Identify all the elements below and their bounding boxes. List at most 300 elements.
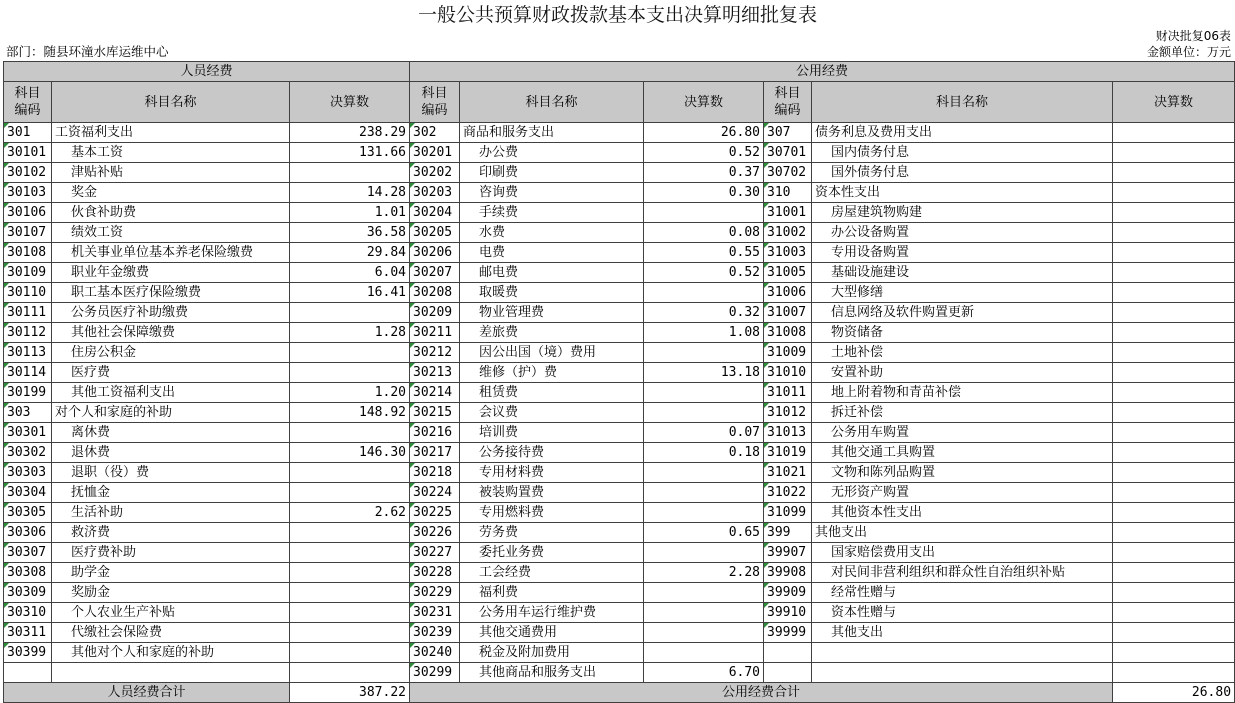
table-row	[4, 403, 1235, 423]
personnel-name-text: 其他对个人和家庭的补助	[71, 645, 215, 660]
public-mid-name-text: 被装购置费	[479, 485, 545, 500]
public-right-name-cell	[812, 643, 1113, 663]
public-right-code-cell: 307	[764, 123, 812, 143]
personnel-name-text: 基本工资	[71, 145, 124, 160]
personnel-amount-cell	[290, 163, 410, 183]
public-right-amount-cell	[1113, 383, 1235, 403]
public-right-name-text: 大型修缮	[831, 285, 884, 300]
personnel-name-cell	[52, 243, 290, 263]
public-mid-name-cell	[460, 123, 644, 143]
public-right-name-text: 国家赔偿费用支出	[831, 545, 936, 560]
public-right-code-cell: 30702	[764, 163, 812, 183]
personnel-name-text: 救济费	[71, 525, 111, 540]
personnel-amount-cell	[290, 343, 410, 363]
public-mid-amount-cell	[644, 583, 764, 603]
table-row	[4, 523, 1235, 543]
personnel-name-cell	[52, 323, 290, 343]
public-mid-name-cell	[460, 363, 644, 383]
public-right-name-cell	[812, 443, 1113, 463]
public-mid-name-cell	[460, 203, 644, 223]
public-mid-code-cell: 30226	[410, 523, 460, 543]
public-right-name-text: 房屋建筑物购建	[831, 205, 923, 220]
personnel-name-cell	[52, 143, 290, 163]
public-right-amount-cell	[1113, 263, 1235, 283]
public-right-code-cell: 30701	[764, 143, 812, 163]
public-right-amount-cell	[1113, 343, 1235, 363]
personnel-code-cell: 30306	[4, 523, 52, 543]
personnel-amount-cell: 1.20	[290, 383, 410, 403]
personnel-name-text: 助学金	[71, 565, 111, 580]
name-column-header: 科目名称	[52, 82, 290, 123]
public-mid-name-cell	[460, 383, 644, 403]
public-mid-amount-cell	[644, 483, 764, 503]
public-mid-amount-cell: 0.52	[644, 263, 764, 283]
public-mid-code-cell: 30224	[410, 483, 460, 503]
personnel-amount-cell	[290, 483, 410, 503]
public-mid-code-cell: 30201	[410, 143, 460, 163]
public-mid-code-cell: 30202	[410, 163, 460, 183]
personnel-code-cell: 303	[4, 403, 52, 423]
public-right-amount-cell	[1113, 463, 1235, 483]
table-row	[4, 143, 1235, 163]
public-mid-name-text: 电费	[479, 245, 506, 260]
personnel-name-text: 津贴补贴	[71, 165, 124, 180]
code-column-header	[764, 82, 812, 123]
public-right-code-cell: 310	[764, 183, 812, 203]
public-right-name-text: 债务利息及费用支出	[815, 125, 933, 140]
public-right-code-cell	[764, 663, 812, 683]
personnel-amount-cell	[290, 583, 410, 603]
public-right-name-cell	[812, 203, 1113, 223]
public-mid-name-cell	[460, 223, 644, 243]
public-mid-name-cell	[460, 523, 644, 543]
public-right-name-text: 资本性支出	[815, 185, 881, 200]
public-right-name-cell	[812, 363, 1113, 383]
public-mid-name-cell	[460, 183, 644, 203]
personnel-name-text: 个人农业生产补贴	[71, 605, 176, 620]
public-right-name-text: 无形资产购置	[831, 485, 910, 500]
personnel-amount-cell: 148.92	[290, 403, 410, 423]
table-row	[4, 383, 1235, 403]
code-column-header	[4, 82, 52, 123]
public-right-name-text: 办公设备购置	[831, 225, 910, 240]
name-column-header: 科目名称	[812, 82, 1113, 123]
public-right-name-cell	[812, 563, 1113, 583]
personnel-amount-cell	[290, 463, 410, 483]
public-right-name-text: 土地补偿	[831, 345, 884, 360]
personnel-name-cell	[52, 503, 290, 523]
personnel-code-cell: 30102	[4, 163, 52, 183]
public-mid-amount-cell	[644, 623, 764, 643]
table-row	[4, 643, 1235, 663]
public-right-name-cell	[812, 423, 1113, 443]
public-right-name-text: 文物和陈列品购置	[831, 465, 936, 480]
public-right-amount-cell	[1113, 283, 1235, 303]
public-mid-name-cell	[460, 623, 644, 643]
personnel-amount-cell: 14.28	[290, 183, 410, 203]
personnel-name-cell	[52, 643, 290, 663]
public-group-header: 公用经费	[410, 62, 1235, 82]
public-mid-amount-cell: 0.37	[644, 163, 764, 183]
public-right-code-cell: 31003	[764, 243, 812, 263]
public-mid-code-cell: 30218	[410, 463, 460, 483]
public-right-name-cell	[812, 143, 1113, 163]
public-right-code-cell: 31022	[764, 483, 812, 503]
personnel-code-cell: 30106	[4, 203, 52, 223]
personnel-name-text: 伙食补助费	[71, 205, 137, 220]
public-mid-amount-cell	[644, 383, 764, 403]
public-mid-name-cell	[460, 243, 644, 263]
personnel-name-cell	[52, 423, 290, 443]
public-right-name-text: 基础设施建设	[831, 265, 910, 280]
public-mid-name-cell	[460, 283, 644, 303]
personnel-amount-cell	[290, 423, 410, 443]
public-mid-name-text: 商品和服务支出	[463, 125, 555, 140]
public-right-amount-cell	[1113, 223, 1235, 243]
personnel-name-cell	[52, 123, 290, 143]
code-header-text: 科目 编码	[421, 86, 448, 118]
public-right-amount-cell	[1113, 643, 1235, 663]
public-right-code-cell: 31013	[764, 423, 812, 443]
personnel-code-cell: 30307	[4, 543, 52, 563]
personnel-code-cell: 30112	[4, 323, 52, 343]
table-row	[4, 563, 1235, 583]
personnel-amount-cell: 1.28	[290, 323, 410, 343]
public-mid-code-cell: 30299	[410, 663, 460, 683]
public-mid-code-cell: 30225	[410, 503, 460, 523]
table-row	[4, 263, 1235, 283]
table-row	[4, 163, 1235, 183]
name-column-header: 科目名称	[460, 82, 644, 123]
public-right-amount-cell	[1113, 503, 1235, 523]
public-mid-name-cell	[460, 343, 644, 363]
public-mid-name-text: 维修（护）费	[479, 365, 558, 380]
public-mid-amount-cell: 0.65	[644, 523, 764, 543]
public-mid-amount-cell: 13.18	[644, 363, 764, 383]
personnel-amount-cell	[290, 623, 410, 643]
personnel-code-cell: 30108	[4, 243, 52, 263]
public-mid-code-cell: 30208	[410, 283, 460, 303]
personnel-name-cell	[52, 443, 290, 463]
public-mid-code-cell: 30203	[410, 183, 460, 203]
public-mid-name-text: 邮电费	[479, 265, 519, 280]
public-mid-name-text: 租赁费	[479, 385, 519, 400]
personnel-name-cell	[52, 223, 290, 243]
public-mid-amount-cell: 0.52	[644, 143, 764, 163]
public-mid-name-text: 工会经费	[479, 565, 532, 580]
public-right-name-text: 安置补助	[831, 365, 884, 380]
personnel-amount-cell: 6.04	[290, 263, 410, 283]
personnel-name-text: 职业年金缴费	[71, 265, 150, 280]
personnel-name-cell	[52, 483, 290, 503]
personnel-name-cell	[52, 603, 290, 623]
table-row	[4, 343, 1235, 363]
table-row	[4, 183, 1235, 203]
public-right-name-text: 国内债务付息	[831, 145, 910, 160]
personnel-amount-cell	[290, 303, 410, 323]
personnel-name-cell	[52, 163, 290, 183]
public-mid-name-text: 会议费	[479, 405, 519, 420]
personnel-code-cell: 30101	[4, 143, 52, 163]
amount-column-header: 决算数	[290, 82, 410, 123]
personnel-code-cell: 30301	[4, 423, 52, 443]
public-right-amount-cell	[1113, 483, 1235, 503]
personnel-name-text: 医疗费补助	[71, 545, 137, 560]
code-column-header	[410, 82, 460, 123]
form-code: 财决批复06表	[1155, 29, 1231, 43]
public-right-name-cell	[812, 303, 1113, 323]
public-right-code-cell: 399	[764, 523, 812, 543]
personnel-code-cell: 30399	[4, 643, 52, 663]
public-mid-name-cell	[460, 543, 644, 563]
public-right-amount-cell	[1113, 583, 1235, 603]
public-right-name-cell	[812, 403, 1113, 423]
public-right-name-text: 其他资本性支出	[831, 505, 923, 520]
public-mid-name-text: 专用材料费	[479, 465, 545, 480]
public-mid-name-text: 其他交通费用	[479, 625, 558, 640]
personnel-code-cell: 30308	[4, 563, 52, 583]
public-mid-name-text: 专用燃料费	[479, 505, 545, 520]
table-row	[4, 623, 1235, 643]
public-right-name-text: 地上附着物和青苗补偿	[831, 385, 962, 400]
public-mid-amount-cell	[644, 463, 764, 483]
public-mid-amount-cell	[644, 403, 764, 423]
public-right-name-cell	[812, 183, 1113, 203]
public-right-code-cell: 31011	[764, 383, 812, 403]
personnel-name-cell	[52, 463, 290, 483]
public-right-name-text: 信息网络及软件购置更新	[831, 305, 975, 320]
personnel-amount-cell: 16.41	[290, 283, 410, 303]
public-right-code-cell	[764, 643, 812, 663]
personnel-code-cell: 30310	[4, 603, 52, 623]
public-right-name-cell	[812, 483, 1113, 503]
department-label: 部门：随县环潼水库运维中心	[6, 44, 169, 59]
public-mid-code-cell: 30227	[410, 543, 460, 563]
public-mid-name-text: 办公费	[479, 145, 519, 160]
public-mid-name-text: 印刷费	[479, 165, 519, 180]
personnel-name-text: 其他工资福利支出	[71, 385, 176, 400]
public-mid-name-text: 公务接待费	[479, 445, 545, 460]
public-right-amount-cell	[1113, 603, 1235, 623]
personnel-code-cell: 30107	[4, 223, 52, 243]
public-right-amount-cell	[1113, 563, 1235, 583]
personnel-name-cell	[52, 563, 290, 583]
public-right-name-text: 经常性赠与	[831, 585, 897, 600]
public-right-code-cell: 31006	[764, 283, 812, 303]
personnel-name-text: 对个人和家庭的补助	[55, 405, 173, 420]
public-right-code-cell: 31007	[764, 303, 812, 323]
public-mid-code-cell: 30214	[410, 383, 460, 403]
public-mid-amount-cell	[644, 543, 764, 563]
public-mid-amount-cell: 2.28	[644, 563, 764, 583]
public-mid-name-cell	[460, 643, 644, 663]
public-mid-code-cell: 30213	[410, 363, 460, 383]
personnel-name-text: 其他社会保障缴费	[71, 325, 176, 340]
personnel-code-cell: 30303	[4, 463, 52, 483]
personnel-code-cell	[4, 663, 52, 683]
public-mid-code-cell: 30207	[410, 263, 460, 283]
public-right-name-cell	[812, 283, 1113, 303]
public-right-amount-cell	[1113, 663, 1235, 683]
personnel-code-cell: 30114	[4, 363, 52, 383]
public-mid-name-text: 委托业务费	[479, 545, 545, 560]
public-right-name-text: 物资储备	[831, 325, 884, 340]
public-mid-name-cell	[460, 303, 644, 323]
personnel-amount-cell	[290, 603, 410, 623]
public-mid-name-cell	[460, 163, 644, 183]
personnel-amount-cell: 238.29	[290, 123, 410, 143]
public-right-name-text: 公务用车购置	[831, 425, 910, 440]
public-right-name-cell	[812, 523, 1113, 543]
personnel-name-cell	[52, 283, 290, 303]
personnel-name-text: 工资福利支出	[55, 125, 134, 140]
public-mid-amount-cell: 6.70	[644, 663, 764, 683]
public-mid-name-text: 取暖费	[479, 285, 519, 300]
public-right-name-cell	[812, 343, 1113, 363]
public-right-amount-cell	[1113, 403, 1235, 423]
public-right-name-cell	[812, 463, 1113, 483]
personnel-code-cell: 30111	[4, 303, 52, 323]
personnel-name-cell	[52, 183, 290, 203]
table-row	[4, 203, 1235, 223]
personnel-name-text: 医疗费	[71, 365, 111, 380]
public-right-code-cell: 31021	[764, 463, 812, 483]
personnel-name-text: 机关事业单位基本养老保险缴费	[71, 245, 254, 260]
public-mid-name-text: 培训费	[479, 425, 519, 440]
public-mid-name-cell	[460, 443, 644, 463]
public-right-name-cell	[812, 323, 1113, 343]
public-right-name-text: 拆迁补偿	[831, 405, 884, 420]
table-row	[4, 223, 1235, 243]
table-row	[4, 243, 1235, 263]
public-right-name-text: 其他支出	[831, 625, 884, 640]
public-mid-code-cell: 30205	[410, 223, 460, 243]
public-mid-amount-cell	[644, 643, 764, 663]
public-mid-amount-cell: 0.32	[644, 303, 764, 323]
public-mid-code-cell: 30211	[410, 323, 460, 343]
public-right-name-text: 资本性赠与	[831, 605, 897, 620]
public-right-code-cell: 31001	[764, 203, 812, 223]
public-right-name-cell	[812, 583, 1113, 603]
public-right-code-cell: 31012	[764, 403, 812, 423]
personnel-amount-cell	[290, 663, 410, 683]
table-row	[4, 363, 1235, 383]
public-mid-name-cell	[460, 663, 644, 683]
public-right-code-cell: 31002	[764, 223, 812, 243]
public-mid-code-cell: 30229	[410, 583, 460, 603]
personnel-name-cell	[52, 543, 290, 563]
expenditure-table	[3, 61, 1235, 703]
public-right-name-cell	[812, 223, 1113, 243]
table-body	[4, 123, 1235, 683]
public-right-code-cell: 31008	[764, 323, 812, 343]
personnel-amount-cell: 1.01	[290, 203, 410, 223]
public-mid-amount-cell: 0.55	[644, 243, 764, 263]
public-mid-name-text: 物业管理费	[479, 305, 545, 320]
personnel-amount-cell: 131.66	[290, 143, 410, 163]
public-right-name-text: 国外债务付息	[831, 165, 910, 180]
public-right-amount-cell	[1113, 363, 1235, 383]
public-mid-amount-cell	[644, 283, 764, 303]
public-mid-code-cell: 30231	[410, 603, 460, 623]
table-row	[4, 543, 1235, 563]
public-total-amount: 26.80	[1113, 683, 1235, 703]
public-mid-code-cell: 30228	[410, 563, 460, 583]
personnel-code-cell: 30305	[4, 503, 52, 523]
table-row	[4, 483, 1235, 503]
public-right-name-text: 专用设备购置	[831, 245, 910, 260]
personnel-amount-cell	[290, 523, 410, 543]
public-mid-name-cell	[460, 483, 644, 503]
public-mid-name-text: 福利费	[479, 585, 519, 600]
code-header-text: 科目 编码	[774, 86, 801, 118]
personnel-name-cell	[52, 523, 290, 543]
public-mid-amount-cell	[644, 343, 764, 363]
personnel-name-text: 生活补助	[71, 505, 124, 520]
public-right-code-cell: 39908	[764, 563, 812, 583]
public-mid-code-cell: 30216	[410, 423, 460, 443]
personnel-name-text: 公务员医疗补助缴费	[71, 305, 189, 320]
table-row	[4, 603, 1235, 623]
public-mid-code-cell: 30217	[410, 443, 460, 463]
personnel-name-cell	[52, 623, 290, 643]
table-row	[4, 443, 1235, 463]
personnel-name-cell	[52, 403, 290, 423]
public-mid-code-cell: 30206	[410, 243, 460, 263]
amount-column-header: 决算数	[1113, 82, 1235, 123]
public-mid-name-text: 水费	[479, 225, 506, 240]
personnel-code-cell: 30302	[4, 443, 52, 463]
public-right-name-cell	[812, 243, 1113, 263]
public-right-amount-cell	[1113, 543, 1235, 563]
personnel-amount-cell	[290, 543, 410, 563]
public-right-amount-cell	[1113, 123, 1235, 143]
public-mid-name-text: 其他商品和服务支出	[479, 665, 597, 680]
table-row	[4, 283, 1235, 303]
personnel-name-text: 职工基本医疗保险缴费	[71, 285, 202, 300]
personnel-code-cell: 30311	[4, 623, 52, 643]
public-mid-name-text: 咨询费	[479, 185, 519, 200]
public-mid-amount-cell: 0.18	[644, 443, 764, 463]
public-mid-name-cell	[460, 503, 644, 523]
public-right-code-cell: 39909	[764, 583, 812, 603]
public-right-name-cell	[812, 663, 1113, 683]
personnel-name-cell	[52, 203, 290, 223]
public-mid-amount-cell: 1.08	[644, 323, 764, 343]
public-right-name-text: 其他支出	[815, 525, 868, 540]
public-mid-amount-cell	[644, 203, 764, 223]
public-right-name-cell	[812, 263, 1113, 283]
personnel-name-text: 离休费	[71, 425, 111, 440]
public-mid-name-cell	[460, 143, 644, 163]
public-mid-name-text: 税金及附加费用	[479, 645, 571, 660]
public-mid-name-cell	[460, 263, 644, 283]
table-row	[4, 423, 1235, 443]
public-mid-amount-cell: 0.30	[644, 183, 764, 203]
public-right-name-cell	[812, 383, 1113, 403]
personnel-amount-cell	[290, 363, 410, 383]
public-mid-name-cell	[460, 583, 644, 603]
table-row	[4, 303, 1235, 323]
public-mid-amount-cell: 0.08	[644, 223, 764, 243]
public-mid-code-cell: 30212	[410, 343, 460, 363]
code-header-text: 科目 编码	[14, 86, 41, 118]
public-mid-name-cell	[460, 603, 644, 623]
public-mid-name-cell	[460, 403, 644, 423]
public-right-name-cell	[812, 123, 1113, 143]
public-mid-name-text: 劳务费	[479, 525, 519, 540]
table-row	[4, 323, 1235, 343]
